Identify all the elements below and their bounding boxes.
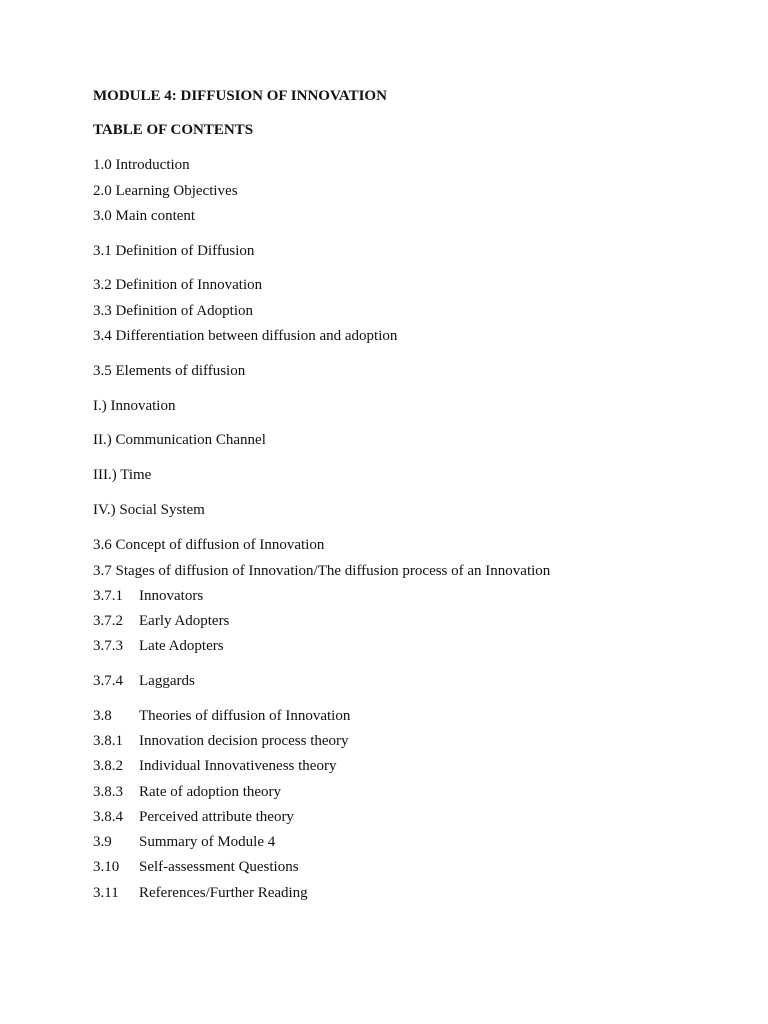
toc-entry-innovation: I.) Innovation [93, 398, 176, 414]
toc-entry-number: 3.7.2 [93, 613, 123, 629]
toc-entry-references [93, 884, 308, 902]
toc-entry-introduction: 1.0 Introduction [93, 157, 190, 173]
toc-entry-number: 3.9 [93, 834, 112, 850]
toc-entry-self-assessment [93, 858, 299, 876]
toc-entry-innovators [93, 587, 203, 605]
toc-entry-label: Early Adopters [139, 613, 230, 629]
toc-entry-label: Individual Innovativeness theory [139, 758, 337, 774]
toc-entry-stages-of-diffusion: 3.7 Stages of diffusion of Innovation/The diffusion process of an Innovation [93, 563, 551, 579]
toc-entry-label: Late Adopters [139, 638, 224, 654]
toc-entry-label: References/Further Reading [139, 885, 308, 901]
toc-entry-number: 3.7.4 [93, 673, 123, 689]
toc-entry-label: Innovation decision process theory [139, 733, 349, 749]
toc-entry-label: Perceived attribute theory [139, 809, 294, 825]
toc-entry-number: 3.8.2 [93, 758, 123, 774]
toc-entry-theories-of-diffusion [93, 707, 350, 725]
toc-entry-time: III.) Time [93, 467, 152, 483]
toc-entry-label: Rate of adoption theory [139, 784, 282, 800]
toc-entry-learning-objectives: 2.0 Learning Objectives [93, 183, 238, 199]
toc-entry-laggards [93, 672, 195, 690]
toc-entry-concept-of-diffusion: 3.6 Concept of diffusion of Innovation [93, 537, 325, 553]
toc-entry-social-system: IV.) Social System [93, 502, 205, 518]
toc-entry-definition-innovation: 3.2 Definition of Innovation [93, 277, 263, 293]
toc-entry-definition-adoption: 3.3 Definition of Adoption [93, 303, 253, 319]
toc-entry-label: Theories of diffusion of Innovation [139, 708, 351, 724]
toc-entry-number: 3.8.3 [93, 784, 123, 800]
toc-entry-label: Summary of Module 4 [139, 834, 276, 850]
toc-entry-summary [93, 833, 275, 851]
toc-entry-early-adopters [93, 612, 229, 630]
toc-entry-number: 3.11 [93, 885, 119, 901]
toc-entry-rate-of-adoption [93, 783, 281, 801]
toc-entry-individual-innovativeness [93, 757, 336, 775]
toc-entry-label: Self-assessment Questions [139, 859, 299, 875]
toc-entry-number: 3.7.1 [93, 588, 123, 604]
toc-entry-label: Innovators [139, 588, 204, 604]
toc-entry-main-content: 3.0 Main content [93, 208, 196, 224]
toc-entry-number: 3.8 [93, 708, 112, 724]
toc-entry-number: 3.8.1 [93, 733, 123, 749]
toc-entry-differentiation: 3.4 Differentiation between diffusion and adoption [93, 328, 398, 344]
toc-entry-number: 3.7.3 [93, 638, 123, 654]
toc-entry-label: Laggards [139, 673, 195, 689]
toc-entry-number: 3.8.4 [93, 809, 123, 825]
toc-entry-number: 3.10 [93, 859, 120, 875]
toc-entry-definition-diffusion: 3.1 Definition of Diffusion [93, 243, 255, 259]
toc-entry-communication-channel: II.) Communication Channel [93, 432, 266, 448]
toc-heading: TABLE OF CONTENTS [93, 122, 254, 138]
toc-entry-late-adopters [93, 637, 224, 655]
module-title: MODULE 4: DIFFUSION OF INNOVATION [93, 88, 387, 104]
toc-entry-perceived-attribute [93, 808, 294, 826]
toc-entry-innovation-decision-process [93, 732, 349, 750]
toc-entry-elements-of-diffusion: 3.5 Elements of diffusion [93, 363, 246, 379]
